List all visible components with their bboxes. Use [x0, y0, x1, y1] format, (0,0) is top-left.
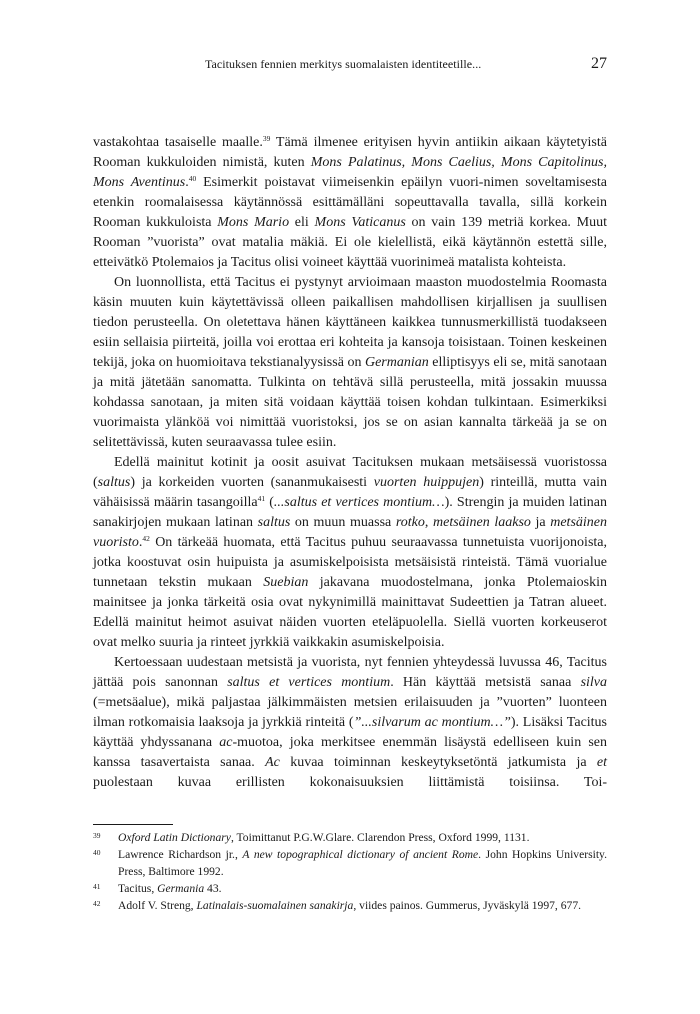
italic-text: Latinalais-suomalainen sanakirja — [196, 899, 354, 912]
footnote-number: 39 — [93, 831, 101, 840]
text-run: . — [138, 535, 143, 550]
italic-text: Germanian — [364, 355, 429, 370]
italic-text: ac — [219, 735, 233, 750]
text-run: . — [185, 175, 189, 190]
text-run: ( — [265, 495, 274, 510]
footnote-text — [118, 899, 581, 912]
italic-text: et — [596, 755, 607, 770]
text-run: Edellä mainitut kotinit ja oosit asuivat Tacituksen mukaan metsäisessä vuoristossa ( — [93, 455, 607, 490]
text-run: on vain 139 metriä korkea. Muut Rooman ”vuorista” ovat matalia mäkiä. Ei ole kielellistä, eikä käytännön estettä sille, etteivätkö Ptolemaios ja Tacitus olisi voineet käyttää vuorinimeä matalista kohteista. — [93, 215, 607, 270]
footnote-number: 42 — [93, 899, 101, 908]
text-run: ) ja korkeiden vuorten (sananmukaisesti — [130, 475, 374, 490]
paragraph-4 — [93, 653, 607, 793]
body-text — [93, 133, 607, 793]
page-number: 27 — [591, 55, 607, 72]
text-run: On luonnollista, että Tacitus ei pystynyt arvioimaan maaston muodostelmia Roomasta käsin muuten kuin käytettävissä olleen paikallisen mahdollisen kirjallisen ja suullisen tiedon perusteella. On oletettava hänen käyttäneen kaikkea tunnusmerkillistä tuodakseen esiin sellaisia piirteitä, joilla voi erottaa eri kohteita ja kansoja toisistaan. Toinen keskeinen tekijä, joka on huomioitava tekstianalyysissä on — [93, 275, 607, 370]
footnote-number: 41 — [93, 882, 101, 891]
italic-text: metsäinen laakso — [433, 515, 531, 530]
text-run: Tacitus, — [118, 882, 158, 895]
text-run: ). Lisäksi Tacitus käyttää yhdyssanana — [93, 715, 608, 750]
italic-text: Suebian — [263, 575, 309, 590]
text-run: . Hän käyttää metsistä sanaa — [390, 675, 581, 690]
footnote — [93, 846, 607, 880]
footnote-text — [118, 848, 607, 878]
paragraph-3 — [93, 453, 607, 653]
footnote-text — [118, 882, 222, 895]
footnote — [93, 897, 607, 914]
text-run: Tämä ilmenee erityisen hyvin antiikin aikaan käytetyistä Rooman kukkuloiden nimistä, kuten — [93, 135, 607, 170]
text-run: puolestaan kuvaa erillisten kokonaisuuksien liittämistä toisiinsa. Toi- — [93, 775, 607, 790]
footnote-ref: 40 — [188, 174, 197, 183]
footnote-text — [118, 831, 530, 844]
text-run: elliptisyys eli se, mitä sanotaan ja mitä jätetään sanomatta. Tulkinta on tehtävä sillä perusteella, mitä jossakin muussa kohdassa sanotaan, ja miten sitä voidaan käyttää toisen kohdan tulkintaan. Esimerkiksi vuorimaista ylänköä voi nimittää vuoristoksi, jos se on asian kannalta tärkeää ja se on selitettävissä, kuten seuraavassa tulee esiin. — [93, 355, 607, 450]
italic-text: metsäinen vuoristo — [93, 515, 607, 550]
text-run: -muotoa, joka merkitsee enemmän lisäystä edelliseen kuin sen kanssa tasavertaista sanaa. — [93, 735, 607, 770]
text-run: , — [424, 515, 433, 530]
text-run: 43. — [204, 882, 222, 895]
italic-text: vuorten huippujen — [373, 475, 480, 490]
text-run: Lawrence Richardson jr., — [118, 848, 243, 861]
italic-text: ...saltus et vertices montium… — [273, 495, 445, 510]
text-run: Adolf V. Streng, — [118, 899, 197, 912]
text-run: . John Hopkins University. Press, Baltimore 1992. — [118, 848, 607, 878]
footnotes — [93, 829, 607, 914]
text-run: eli — [289, 215, 315, 230]
italic-text: saltus — [257, 515, 291, 530]
italic-text: Mons Mario — [217, 215, 290, 230]
italic-text: A new topographical dictionary of ancient Rome — [242, 848, 479, 861]
text-run: ja — [530, 515, 551, 530]
running-head — [93, 55, 607, 75]
italic-text: Mons Palatinus, Mons Caelius, Mons Capitolinus, Mons Aventinus — [93, 155, 608, 190]
text-run: on muun muassa — [290, 515, 396, 530]
italic-text: Ac — [265, 755, 280, 770]
italic-text: Mons Vaticanus — [314, 215, 406, 230]
italic-text: silva — [580, 675, 608, 690]
text-run: On tärkeää huomata, että Tacitus puhuu seuraavassa tunnetuista vuorijonoista, jotka koostuvat osin huipuista ja asumiskelpoisista metsäisistä rinteistä. Tämä vuorialue tunnetaan tekstin mukaan — [93, 535, 607, 590]
italic-text: saltus — [97, 475, 131, 490]
italic-text: saltus et vertices montium — [227, 675, 391, 690]
footnote-number: 40 — [93, 848, 101, 857]
text-run: Esimerkit poistavat viimeisenkin epäilyn vuori-nimen soveltamisesta etenkin roomalaisessa käytännössä esittämälläni sopeuttavalla tavalla, sillä korkein Rooman kukkuloista — [93, 175, 607, 230]
text-run: ). Strengin ja muiden latinan sanakirjojen mukaan latinan — [93, 495, 607, 530]
footnote-ref: 42 — [142, 534, 150, 543]
footnote — [93, 880, 607, 897]
paragraph-1 — [93, 133, 607, 273]
text-run: ) rinteillä, mutta vain vähäisissä määrin tasangoilla — [93, 475, 608, 510]
italic-text: Germania — [157, 882, 205, 895]
text-run: Kertoessaan uudestaan metsistä ja vuorista, nyt fennien yhteydessä luvussa 46, Tacitus jättää pois sanonnan — [93, 655, 607, 690]
footnote-separator — [93, 824, 173, 825]
text-run: , Toimittanut P.G.W.Glare. Clarendon Press, Oxford 1999, 1131. — [230, 831, 530, 844]
text-run: , viides painos. Gummerus, Jyväskylä 1997, 677. — [353, 899, 582, 912]
footnote-ref: 41 — [257, 494, 266, 503]
footnote — [93, 829, 607, 846]
footnote-ref: 39 — [262, 134, 271, 143]
text-run: kuvaa toiminnan keskeytyksetöntä jatkumista ja — [279, 755, 597, 770]
paragraph-2 — [93, 273, 607, 453]
italic-text: ”...silvarum ac montium…” — [353, 715, 511, 730]
running-title: Tacituksen fennien merkitys suomalaisten identiteetille... — [205, 57, 482, 71]
italic-text: rotko — [395, 515, 425, 530]
italic-text: Oxford Latin Dictionary — [118, 831, 231, 844]
text-run: vastakohtaa tasaiselle maalle. — [93, 135, 263, 150]
text-run: (=metsäalue), mikä paljastaa jälkimmäisten metsien erilaisuuden ja ”vuorten” luonteen ilman rotkomaisia laaksoja ja jyrkkiä rinteitä ( — [93, 695, 607, 730]
text-run: jakavana muodostelmana, jonka Ptolemaioskin mainitsee ja jonka tärkeitä osia ovat nykynimillä mainittavat Sudeettien ja Tatran alueet. Edellä mainitut heimot asuivat näiden vuorten eteläpuolella. Siellä vuorten korkeuserot ovat melko suuria ja rinteet jyrkkiä vaikkakin asumiskelpoisia. — [93, 575, 607, 650]
